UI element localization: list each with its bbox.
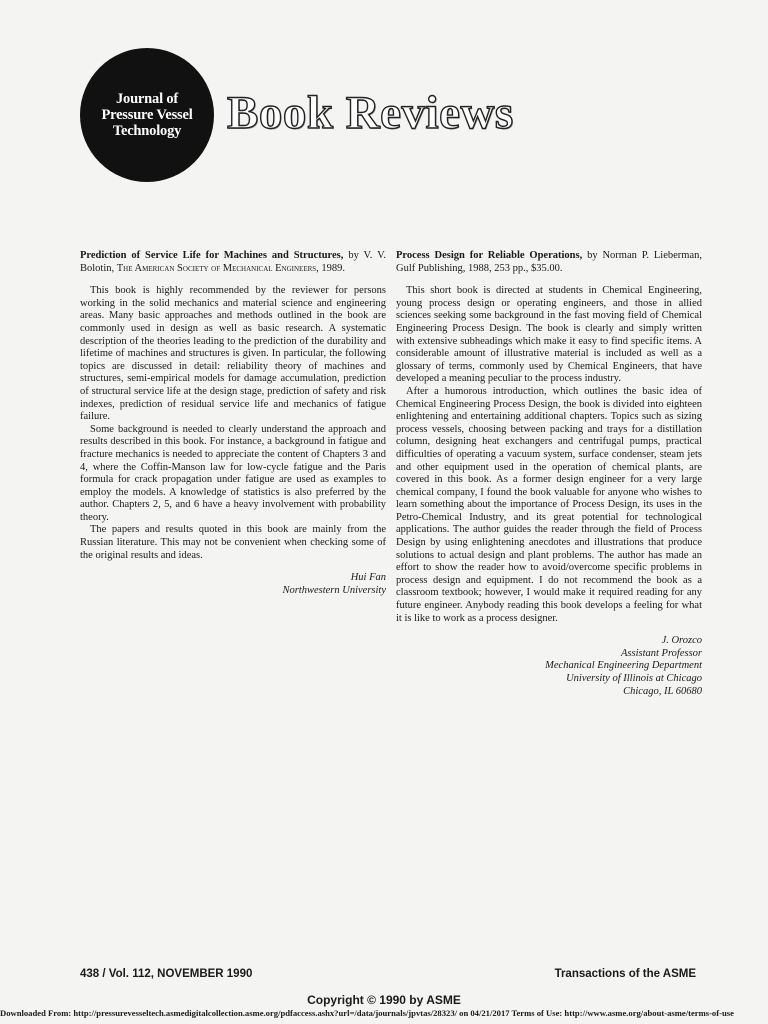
journal-footer: Transactions of the ASME <box>554 968 696 980</box>
review-left-heading <box>80 250 386 275</box>
book-publisher-left: The American Society of Mechanical Engineers <box>116 262 317 274</box>
review-left-paragraph-1: This book is highly recommended by the reviewer for persons working in the solid mechanics and material science and engineering areas. Many basic approaches and methods outlined in the book are commonly used in design as well as basic research. A systematic description of the theories leading to the prediction of the durability and lifetime of machines and structures is given. In particular, the following topics are discussed in detail: reliability theory of machines and structures, semi-empirical models for damage accumulation, prediction of structural service life at the design stage, prediction of safety and risk indexes, prediction of residual service life and mechanics of fatigue failure. <box>80 285 386 423</box>
download-notice: Downloaded From: http://pressurevesseltech.asmedigitalcollection.asme.org/pdfaccess.ashx?url=/data/journals/jpvtas/28323/ on 04/21/2017 Terms of Use: http://www.asme.org/about-asme/terms-of-use <box>0 1008 734 1018</box>
reviewer-line: Mechanical Engineering Department <box>545 660 702 672</box>
reviewer-line: Assistant Professor <box>621 647 702 659</box>
book-details-right: by Norman P. Lieberman, Gulf Publishing, 1988, 253 pp., $35.00. <box>396 250 702 274</box>
book-title-left: Prediction of Service Life for Machines and Structures, <box>80 250 344 261</box>
review-left-paragraph-2: Some background is needed to clearly understand the approach and results described in this book. For instance, a background in fatigue and fracture mechanics is needed to appreciate the content of Chapters 3 and 4, where the Coffin-Manson law for low-cycle fatigue and the Paris formula for crack propagation under fatigue are used as examples to employ the models. A knowledge of statistics is also preferred by the author. Chapters 2, 5, and 6 have a heavy involvement with probability theory. <box>80 423 386 523</box>
section-title: Book Reviews <box>227 87 514 139</box>
review-right-paragraph-1: This short book is directed at students in Chemical Engineering, young process design or operating engineers, and those in allied sciences seeking some background in the fast moving field of Chemical Engineering Process Design. The book is clearly and simply written with extensive subheadings which make it easy to find specific items. A considerable amount of illustrative material is included as well as a glossary of terms, commonly used by Chemical Engineers, that have developed a meaning peculiar to the process industry. <box>396 285 702 385</box>
reviewer-line: University of Illinois at Chicago <box>566 673 702 684</box>
reviewer-signature-right <box>396 635 702 698</box>
review-left-column <box>80 250 386 597</box>
book-title-right: Process Design for Reliable Operations, <box>396 250 583 261</box>
reviewer-line: Chicago, IL 60680 <box>623 685 702 697</box>
book-year-left: , 1989. <box>316 262 346 274</box>
page-info: 438 / Vol. 112, NOVEMBER 1990 <box>80 968 253 980</box>
review-right-heading <box>396 250 702 275</box>
review-right-paragraph-2: After a humorous introduction, which outlines the basic idea of Chemical Engineering Process Design, the book is divided into eighteen enlightening and entertaining additional chapters. Topics such as sizing process vessels, choosing between packing and trays for a distillation column, designing heat exchangers and centrifugal pumps, practical difficulties of operating a vacuum system, surface condenser, steam jets and other equipment used in the operation of chemical plants, are covered in this book. As a former design engineer for a very large chemical company, I found the book valuable for anyone who wishes to learn something about the importance of Process Design, its uses in the Petro-Chemical Industry, and its great potential for technological applications. The author guides the reader through the field of Process Design by using enlightening anecdotes and illustrations that produce solutions to actual design and plant problems. The author has made an effort to show the reader how to avoid/overcome specific problems in process design and equipment. I do not recommend the book as a classroom textbook; however, I would make it required reading for any future engineer. Anybody reading this book develops a feeling for what it is like to work as a process designer. <box>396 385 702 624</box>
journal-logo-circle <box>80 48 214 182</box>
book-author-left: by V. V. Bolotin, <box>80 250 386 274</box>
reviewer-name-left: Hui Fan <box>350 572 386 584</box>
copyright-notice: Copyright © 1990 by ASME <box>307 993 461 1007</box>
reviewer-affiliation-left: Northwestern University <box>282 584 386 596</box>
reviewer-signature-left <box>80 572 386 597</box>
journal-name: Journal of Pressure Vessel Technology <box>101 91 193 139</box>
reviewer-line: J. Orozco <box>661 635 702 647</box>
review-left-paragraph-3: The papers and results quoted in this book are mainly from the Russian literature. This may not be convenient when checking some of the original results and ideas. <box>80 524 386 561</box>
review-right-column <box>396 250 702 698</box>
